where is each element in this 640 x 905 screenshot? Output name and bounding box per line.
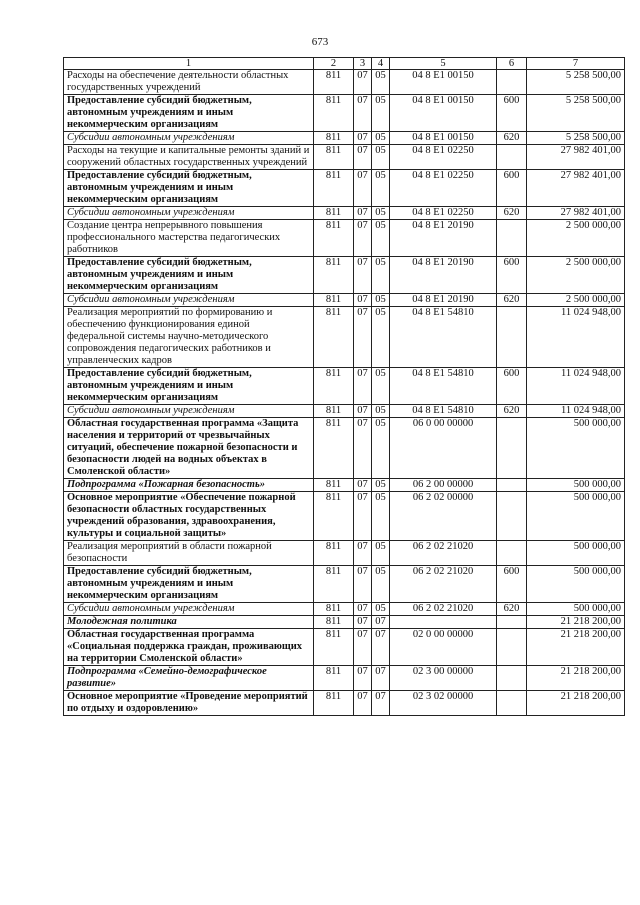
- code-section: 07: [354, 132, 372, 145]
- code-expense-type: 620: [497, 207, 527, 220]
- code-section: 07: [354, 541, 372, 566]
- row-description: Основное мероприятие «Проведение мероприятий по отдыху и оздоровлению»: [64, 691, 314, 716]
- amount: 500 000,00: [527, 541, 625, 566]
- code-subsection: 05: [372, 170, 390, 207]
- code-subsection: 05: [372, 603, 390, 616]
- code-section: 07: [354, 603, 372, 616]
- code-ministry: 811: [314, 566, 354, 603]
- code-subsection: 05: [372, 145, 390, 170]
- row-description: Предоставление субсидий бюджетным, автономным учреждениям и иным некоммерческим организациям: [64, 257, 314, 294]
- table-row: [64, 307, 625, 368]
- amount: 5 258 500,00: [527, 70, 625, 95]
- amount: 2 500 000,00: [527, 220, 625, 257]
- row-description: Субсидии автономным учреждениям: [64, 405, 314, 418]
- code-expense-type: [497, 629, 527, 666]
- code-target-article: 04 8 Е1 20190: [390, 294, 497, 307]
- row-description: Предоставление субсидий бюджетным, автономным учреждениям и иным некоммерческим организациям: [64, 170, 314, 207]
- code-section: 07: [354, 479, 372, 492]
- column-header: 3: [354, 58, 372, 70]
- column-header: 1: [64, 58, 314, 70]
- code-target-article: [390, 616, 497, 629]
- code-ministry: 811: [314, 368, 354, 405]
- code-expense-type: [497, 479, 527, 492]
- code-target-article: 02 3 02 00000: [390, 691, 497, 716]
- code-section: 07: [354, 170, 372, 207]
- code-subsection: 05: [372, 307, 390, 368]
- code-subsection: 07: [372, 666, 390, 691]
- table-row: [64, 666, 625, 691]
- code-expense-type: [497, 307, 527, 368]
- code-expense-type: 600: [497, 257, 527, 294]
- code-expense-type: [497, 616, 527, 629]
- code-subsection: 05: [372, 368, 390, 405]
- table-row: [64, 207, 625, 220]
- code-ministry: 811: [314, 691, 354, 716]
- table-row: [64, 691, 625, 716]
- code-section: 07: [354, 307, 372, 368]
- row-description: Субсидии автономным учреждениям: [64, 132, 314, 145]
- row-description: Предоставление субсидий бюджетным, автономным учреждениям и иным некоммерческим организациям: [64, 566, 314, 603]
- table-row: [64, 145, 625, 170]
- column-header: 5: [390, 58, 497, 70]
- amount: 500 000,00: [527, 492, 625, 541]
- code-target-article: 04 8 Е1 54810: [390, 307, 497, 368]
- code-target-article: 04 8 Е1 02250: [390, 170, 497, 207]
- code-subsection: 05: [372, 294, 390, 307]
- code-expense-type: 620: [497, 603, 527, 616]
- code-subsection: 07: [372, 629, 390, 666]
- code-section: 07: [354, 616, 372, 629]
- amount: 2 500 000,00: [527, 257, 625, 294]
- code-section: 07: [354, 207, 372, 220]
- table-row: [64, 294, 625, 307]
- table-row: [64, 566, 625, 603]
- amount: 500 000,00: [527, 566, 625, 603]
- code-target-article: 06 2 02 00000: [390, 492, 497, 541]
- code-expense-type: 600: [497, 368, 527, 405]
- amount: 11 024 948,00: [527, 405, 625, 418]
- column-header: 6: [497, 58, 527, 70]
- amount: 500 000,00: [527, 603, 625, 616]
- code-target-article: 04 8 Е1 02250: [390, 207, 497, 220]
- row-description: Субсидии автономным учреждениям: [64, 603, 314, 616]
- code-ministry: 811: [314, 616, 354, 629]
- budget-table: [63, 57, 625, 716]
- code-section: 07: [354, 70, 372, 95]
- amount: 2 500 000,00: [527, 294, 625, 307]
- row-description: Молодежная политика: [64, 616, 314, 629]
- column-header: 4: [372, 58, 390, 70]
- code-target-article: 04 8 Е1 54810: [390, 405, 497, 418]
- code-target-article: 06 2 02 21020: [390, 566, 497, 603]
- code-target-article: 02 3 00 00000: [390, 666, 497, 691]
- row-description: Реализация мероприятий по формированию и обеспечению функционирования единой федеральной системы научно-методического сопровождения педагогических работников и управленческих кадров: [64, 307, 314, 368]
- code-expense-type: 600: [497, 95, 527, 132]
- amount: 21 218 200,00: [527, 666, 625, 691]
- code-expense-type: 600: [497, 566, 527, 603]
- code-subsection: 05: [372, 132, 390, 145]
- code-expense-type: [497, 691, 527, 716]
- code-section: 07: [354, 405, 372, 418]
- code-subsection: 05: [372, 492, 390, 541]
- row-description: Субсидии автономным учреждениям: [64, 207, 314, 220]
- code-ministry: 811: [314, 207, 354, 220]
- amount: 500 000,00: [527, 418, 625, 479]
- code-subsection: 05: [372, 418, 390, 479]
- code-expense-type: [497, 492, 527, 541]
- row-description: Реализация мероприятий в области пожарной безопасности: [64, 541, 314, 566]
- code-ministry: 811: [314, 629, 354, 666]
- code-target-article: 04 8 Е1 00150: [390, 132, 497, 145]
- code-expense-type: [497, 70, 527, 95]
- amount: 21 218 200,00: [527, 629, 625, 666]
- row-description: Расходы на текущие и капитальные ремонты зданий и сооружений областных государственных учреждений: [64, 145, 314, 170]
- code-target-article: 06 2 02 21020: [390, 603, 497, 616]
- code-ministry: 811: [314, 418, 354, 479]
- code-ministry: 811: [314, 220, 354, 257]
- code-subsection: 05: [372, 566, 390, 603]
- code-target-article: 06 0 00 00000: [390, 418, 497, 479]
- code-section: 07: [354, 294, 372, 307]
- code-section: 07: [354, 257, 372, 294]
- amount: 27 982 401,00: [527, 145, 625, 170]
- code-subsection: 07: [372, 616, 390, 629]
- code-ministry: 811: [314, 294, 354, 307]
- code-subsection: 05: [372, 95, 390, 132]
- code-section: 07: [354, 220, 372, 257]
- code-target-article: 04 8 Е1 02250: [390, 145, 497, 170]
- code-expense-type: 620: [497, 294, 527, 307]
- column-header: 2: [314, 58, 354, 70]
- code-section: 07: [354, 629, 372, 666]
- code-subsection: 07: [372, 691, 390, 716]
- code-expense-type: [497, 145, 527, 170]
- code-section: 07: [354, 666, 372, 691]
- table-row: [64, 405, 625, 418]
- code-expense-type: 600: [497, 170, 527, 207]
- row-description: Субсидии автономным учреждениям: [64, 294, 314, 307]
- amount: 500 000,00: [527, 479, 625, 492]
- code-expense-type: 620: [497, 405, 527, 418]
- code-expense-type: [497, 666, 527, 691]
- row-description: Расходы на обеспечение деятельности областных государственных учреждений: [64, 70, 314, 95]
- table-row: [64, 257, 625, 294]
- row-description: Предоставление субсидий бюджетным, автономным учреждениям и иным некоммерческим организациям: [64, 368, 314, 405]
- amount: 27 982 401,00: [527, 170, 625, 207]
- code-target-article: 04 8 Е1 20190: [390, 220, 497, 257]
- code-subsection: 05: [372, 257, 390, 294]
- code-section: 07: [354, 492, 372, 541]
- table-row: [64, 616, 625, 629]
- row-description: Предоставление субсидий бюджетным, автономным учреждениям и иным некоммерческим организациям: [64, 95, 314, 132]
- code-expense-type: [497, 220, 527, 257]
- code-section: 07: [354, 95, 372, 132]
- row-description: Создание центра непрерывного повышения профессионального мастерства педагогических работников: [64, 220, 314, 257]
- code-ministry: 811: [314, 492, 354, 541]
- amount: 21 218 200,00: [527, 616, 625, 629]
- code-ministry: 811: [314, 145, 354, 170]
- amount: 5 258 500,00: [527, 132, 625, 145]
- code-ministry: 811: [314, 541, 354, 566]
- code-target-article: 06 2 00 00000: [390, 479, 497, 492]
- column-header: 7: [527, 58, 625, 70]
- table-row: [64, 220, 625, 257]
- code-section: 07: [354, 566, 372, 603]
- amount: 27 982 401,00: [527, 207, 625, 220]
- code-ministry: 811: [314, 70, 354, 95]
- code-target-article: 04 8 Е1 00150: [390, 95, 497, 132]
- table-row: [64, 132, 625, 145]
- row-description: Областная государственная программа «Защита населения и территорий от чрезвычайных ситуаций, обеспечение пожарной безопасности и безопасности людей на водных объектах в Смоленской области»: [64, 418, 314, 479]
- code-section: 07: [354, 418, 372, 479]
- table-row: [64, 368, 625, 405]
- table-row: [64, 629, 625, 666]
- row-description: Областная государственная программа «Социальная поддержка граждан, проживающих на территории Смоленской области»: [64, 629, 314, 666]
- code-ministry: 811: [314, 257, 354, 294]
- code-section: 07: [354, 691, 372, 716]
- table-row: [64, 418, 625, 479]
- table-row: [64, 541, 625, 566]
- code-subsection: 05: [372, 405, 390, 418]
- code-expense-type: 620: [497, 132, 527, 145]
- row-description: Основное мероприятие «Обеспечение пожарной безопасности областных государственных учреждений образования, здравоохранения, культуры и социальной защиты»: [64, 492, 314, 541]
- code-target-article: 04 8 Е1 20190: [390, 257, 497, 294]
- amount: 5 258 500,00: [527, 95, 625, 132]
- code-section: 07: [354, 368, 372, 405]
- table-row: [64, 479, 625, 492]
- code-target-article: 06 2 02 21020: [390, 541, 497, 566]
- code-ministry: 811: [314, 95, 354, 132]
- page-number: 673: [311, 36, 329, 48]
- code-subsection: 05: [372, 207, 390, 220]
- code-ministry: 811: [314, 307, 354, 368]
- code-ministry: 811: [314, 479, 354, 492]
- table-row: [64, 70, 625, 95]
- code-expense-type: [497, 541, 527, 566]
- code-subsection: 05: [372, 70, 390, 95]
- code-ministry: 811: [314, 132, 354, 145]
- code-subsection: 05: [372, 220, 390, 257]
- amount: 11 024 948,00: [527, 307, 625, 368]
- table-row: [64, 95, 625, 132]
- code-ministry: 811: [314, 603, 354, 616]
- code-ministry: 811: [314, 405, 354, 418]
- code-target-article: 04 8 Е1 54810: [390, 368, 497, 405]
- code-ministry: 811: [314, 666, 354, 691]
- code-expense-type: [497, 418, 527, 479]
- code-section: 07: [354, 145, 372, 170]
- header-row: [64, 58, 625, 70]
- amount: 21 218 200,00: [527, 691, 625, 716]
- code-target-article: 02 0 00 00000: [390, 629, 497, 666]
- table-row: [64, 492, 625, 541]
- amount: 11 024 948,00: [527, 368, 625, 405]
- table-row: [64, 603, 625, 616]
- row-description: Подпрограмма «Семейно-демографическое развитие»: [64, 666, 314, 691]
- table-row: [64, 170, 625, 207]
- code-subsection: 05: [372, 479, 390, 492]
- code-target-article: 04 8 Е1 00150: [390, 70, 497, 95]
- code-ministry: 811: [314, 170, 354, 207]
- code-subsection: 05: [372, 541, 390, 566]
- row-description: Подпрограмма «Пожарная безопасность»: [64, 479, 314, 492]
